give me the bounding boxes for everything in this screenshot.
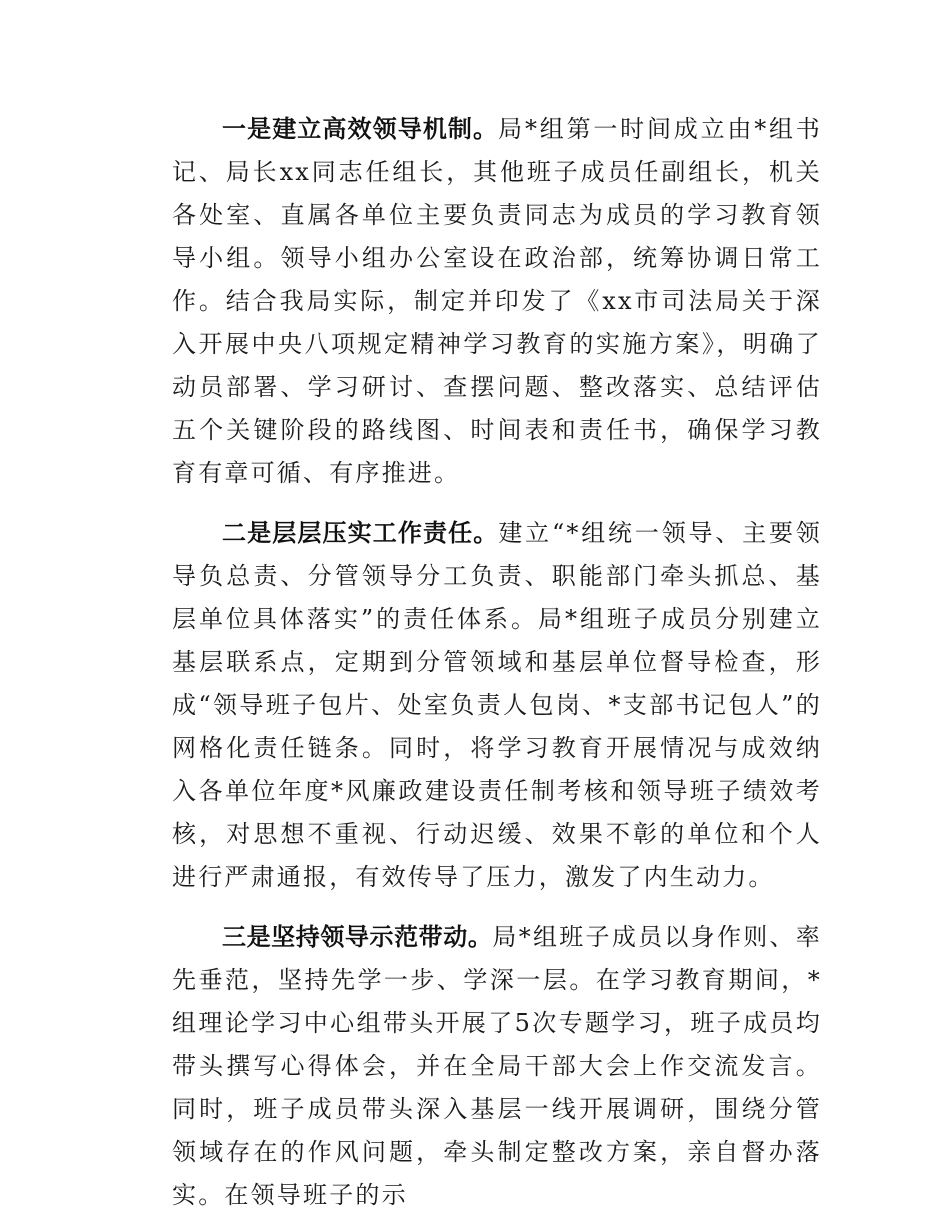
paragraph-body: 建立“*组统一领导、主要领导负总责、分管领导分工负责、职能部门牵头抓总、基层单位具体落实”的责任体系。局*组班子成员分别建立基层联系点，定期到分管领域和基层单位督导检查，形成“领导班子包片、处室负责人包岗、*支部书记包人”的网格化责任链条。同时，将学习教育开展情况与成效纳入各单位年度*风廉政建设责任制考核和领导班子绩效考核，对思想不重视、行动迟缓、效果不彰的单位和个人进行严肃通报，有效传导了压力，激发了内生动力。 [172,519,822,891]
paragraph-leadership-example [172,916,822,1217]
paragraph-body: 局*组班子成员以身作则、率先垂范，坚持先学一步、学深一层。在学习教育期间，*组理论学习中心组带头开展了5次专题学习，班子成员均带头撰写心得体会，并在全局干部大会上作交流发言。同时，班子成员带头深入基层一线开展调研，围绕分管领域存在的作风问题，牵头制定整改方案，亲自督办落实。在领导班子的示 [172,923,822,1209]
paragraph-responsibility [172,512,822,899]
paragraph-body: 局*组第一时间成立由*组书记、局长xx同志任组长，其他班子成员任副组长，机关各处室、直属各单位主要负责同志为成员的学习教育领导小组。领导小组办公室设在政治部，统筹协调日常工作。结合我局实际，制定并印发了《xx市司法局关于深入开展中央八项规定精神学习教育的实施方案》，明确了动员部署、学习研讨、查摆问题、整改落实、总结评估五个关键阶段的路线图、时间表和责任书，确保学习教育有章可循、有序推进。 [172,115,823,487]
paragraph-lead: 二是层层压实工作责任。 [222,519,499,547]
paragraph-leadership-mechanism [172,108,822,495]
paragraph-lead: 三是坚持领导示范带动。 [222,923,493,951]
paragraph-lead: 一是建立高效领导机制。 [222,115,499,143]
